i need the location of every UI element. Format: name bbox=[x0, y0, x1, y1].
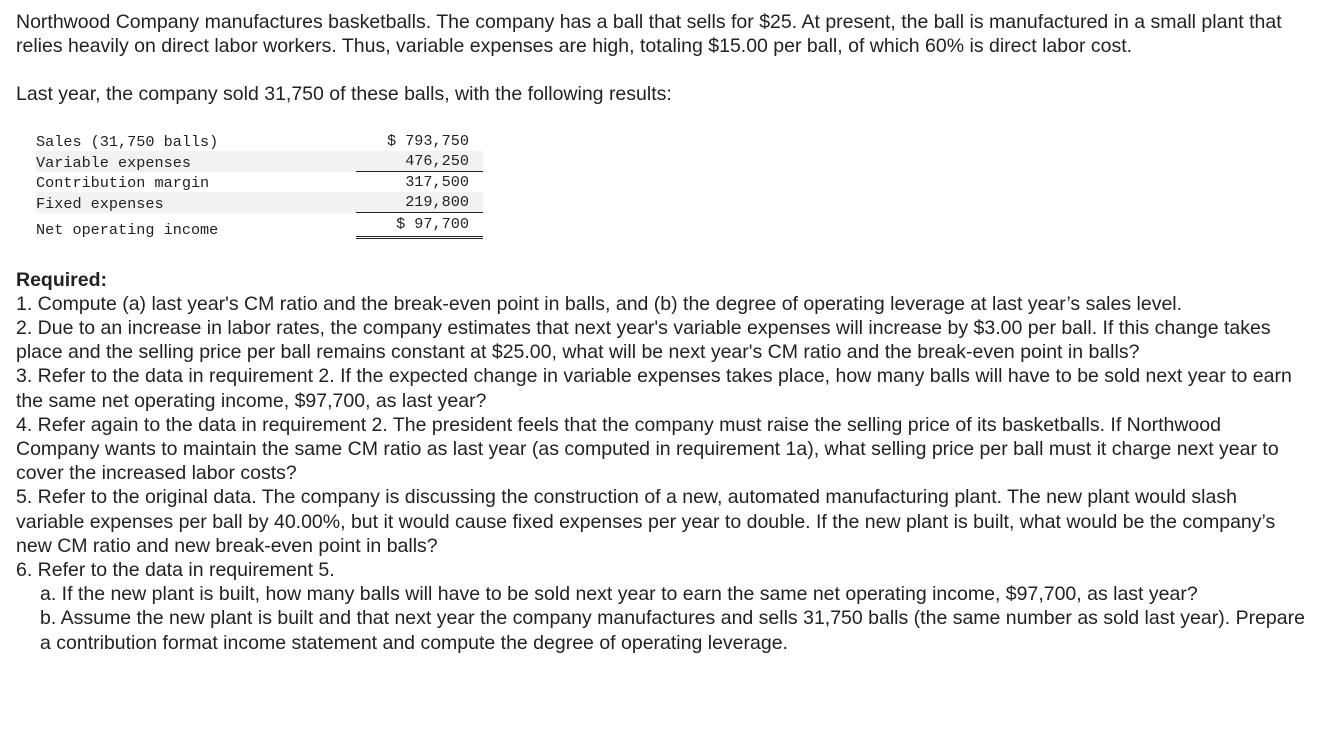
requirement-item: 3. Refer to the data in requirement 2. If the expected change in variable expenses takes place, how many balls will have to be sold next year to earn the same net operating income, $97,700, as last year? bbox=[16, 365, 1292, 412]
required-heading: Required: bbox=[16, 268, 108, 291]
requirement-item: 2. Due to an increase in labor rates, the company estimates that next year's variable expenses will increase by $3.00 per ball. If this change takes place and the selling price per ball remains constant at $25.00, what will be next year's CM ratio and the break-even point in balls? bbox=[16, 317, 1271, 364]
row-label: Fixed expenses bbox=[36, 194, 164, 213]
row-value: $ 97,700 bbox=[356, 213, 483, 239]
statement-row-fixed-expenses bbox=[36, 192, 483, 213]
requirement-item: 5. Refer to the original data. The company is discussing the construction of a new, automated manufacturing plant. The new plant would slash variable expenses per ball by 40.00%, but it would cause fixed expenses per year to double. If the new plant is built, what would be the company’s new CM ratio and new break-even point in balls? bbox=[16, 486, 1276, 557]
intro-paragraph: Northwood Company manufactures basketballs. The company has a ball that sells for $25. At present, the ball is manufactured in a small plant that relies heavily on direct labor workers. Thus, variable expenses are high, totaling $15.00 per ball, of which 60% is direct labor cost. bbox=[16, 11, 1282, 58]
row-value: 476,250 bbox=[356, 151, 483, 172]
row-value: $ 793,750 bbox=[386, 131, 469, 150]
requirement-subitem: a. If the new plant is built, how many balls will have to be sold next year to earn the same net operating income, $97,700, as last year? bbox=[40, 583, 1198, 606]
requirement-item: 4. Refer again to the data in requirement 2. The president feels that the company must raise the selling price of its basketballs. If Northwood Company wants to maintain the same CM ratio as last year (as computed in requirement 1a), what selling price per ball must it charge next year to cover the increased labor costs? bbox=[16, 413, 1279, 485]
last-year-paragraph: Last year, the company sold 31,750 of these balls, with the following results: bbox=[16, 83, 672, 106]
row-label: Variable expenses bbox=[36, 153, 191, 172]
row-label: Contribution margin bbox=[36, 174, 210, 193]
problem-page bbox=[16, 10, 1306, 655]
statement-row-sales bbox=[36, 131, 483, 152]
statement-row-contribution-margin bbox=[36, 172, 483, 193]
income-statement bbox=[36, 131, 483, 239]
row-value: 219,800 bbox=[356, 192, 483, 213]
requirement-item: 1. Compute (a) last year's CM ratio and the break-even point in balls, and (b) the degree of operating leverage at last year’s sales level. bbox=[16, 292, 1183, 315]
statement-row-net-operating-income bbox=[36, 213, 483, 239]
row-label: Sales (31,750 balls) bbox=[36, 133, 219, 152]
requirement-item: 6. Refer to the data in requirement 5. bbox=[16, 559, 335, 582]
requirement-subitem: b. Assume the new plant is built and that next year the company manufactures and sells 31,750 balls (the same number as sold last year). Prepare a contribution format income statement and compute the degree of operating leverage. bbox=[40, 607, 1305, 654]
row-value: 317,500 bbox=[405, 172, 469, 191]
row-label: Net operating income bbox=[36, 220, 219, 239]
requirements-list bbox=[16, 292, 1306, 655]
statement-row-variable-expenses bbox=[36, 151, 483, 172]
